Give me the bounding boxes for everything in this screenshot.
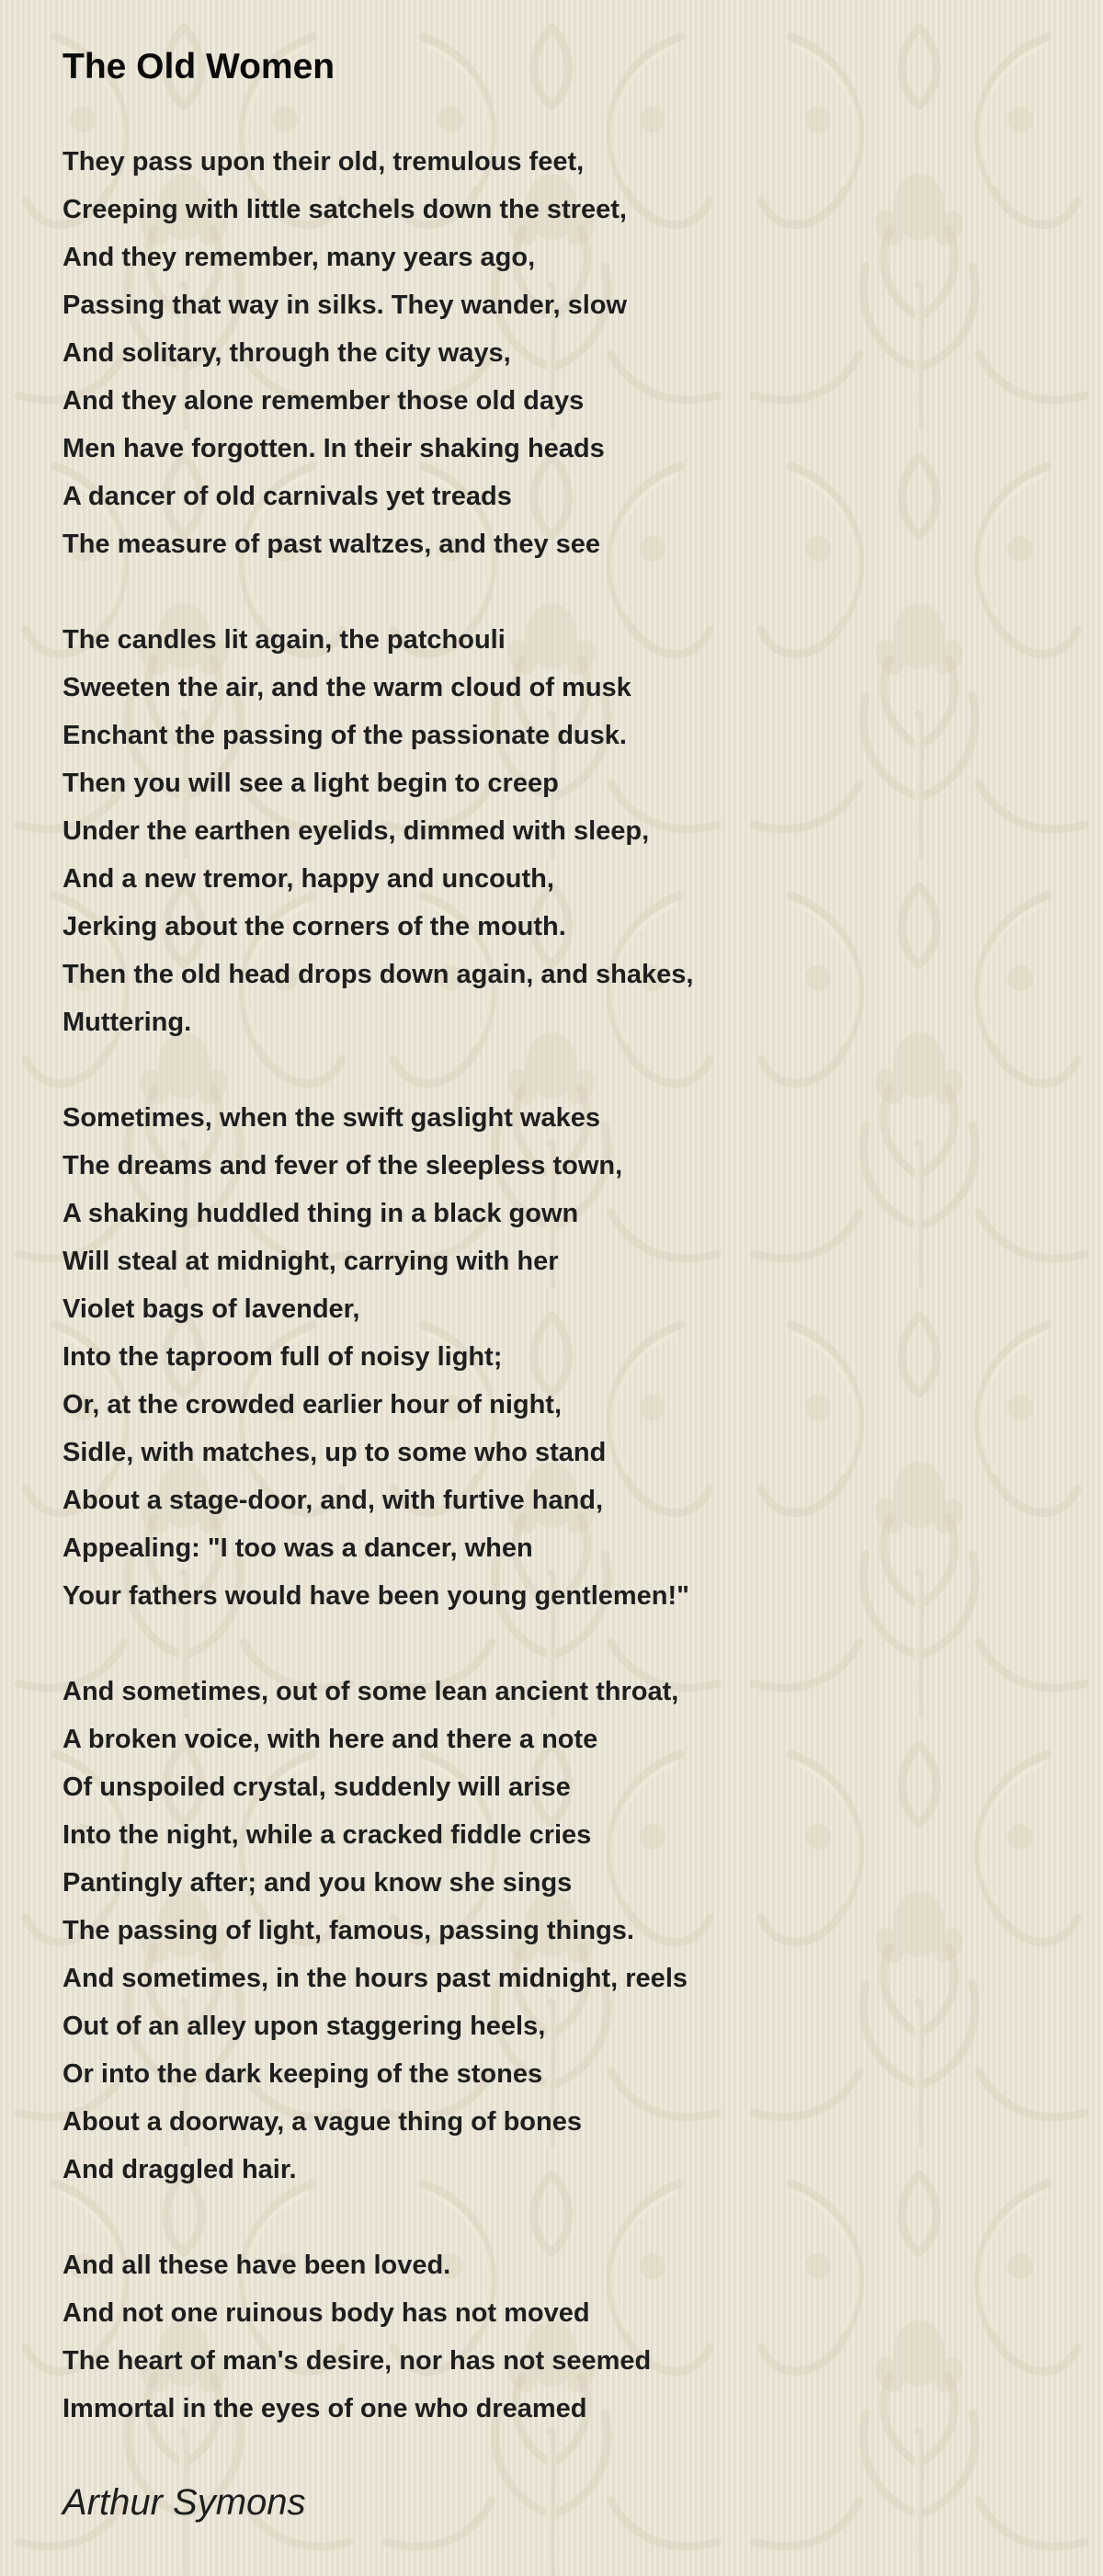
poem-line: A broken voice, with here and there a note: [63, 1725, 598, 1754]
poem-line: The dreams and fever of the sleepless town,: [63, 1151, 623, 1180]
poem-line: The candles lit again, the patchouli: [63, 625, 506, 655]
poem-line: About a stage-door, and, with furtive hand,: [63, 1486, 604, 1515]
poem-line: Appealing: "I too was a dancer, when: [63, 1533, 533, 1563]
poem-line: Sometimes, when the swift gaslight wakes: [63, 1103, 600, 1133]
poem-line: Passing that way in silks. They wander, slow: [63, 291, 628, 320]
poem-line: Your fathers would have been young gentlemen!": [63, 1581, 689, 1611]
poem-line: Will steal at midnight, carrying with her: [63, 1247, 559, 1276]
poem-line: Jerking about the corners of the mouth.: [63, 912, 566, 941]
poem-line: And sometimes, out of some lean ancient throat,: [63, 1677, 679, 1706]
poem-line: Then you will see a light begin to creep: [63, 769, 559, 798]
poem-body: [63, 138, 1066, 2433]
poem-line: And not one ruinous body has not moved: [63, 2298, 590, 2328]
poem-line: Or, at the crowded earlier hour of night,: [63, 1390, 563, 1419]
poem-line: Into the taproom full of noisy light;: [63, 1342, 503, 1372]
poem-line: Sidle, with matches, up to some who stand: [63, 1438, 607, 1467]
poem-line: And they remember, many years ago,: [63, 243, 536, 272]
poem-line: And all these have been loved.: [63, 2251, 451, 2280]
poem-line: And solitary, through the city ways,: [63, 338, 511, 368]
poem-line: A shaking huddled thing in a black gown: [63, 1199, 579, 1228]
stanza-2: [63, 616, 1066, 1046]
poem-line: The measure of past waltzes, and they see: [63, 530, 601, 559]
poem-line: Enchant the passing of the passionate dusk.: [63, 721, 627, 750]
poem-line: Muttering.: [63, 1008, 192, 1037]
poem-author: Arthur Symons: [63, 2482, 306, 2523]
poem-line: Pantingly after; and you know she sings: [63, 1868, 573, 1898]
poem-line: Violet bags of lavender,: [63, 1294, 360, 1324]
poem-line: Immortal in the eyes of one who dreamed: [63, 2394, 587, 2423]
poem-line: Then the old head drops down again, and shakes,: [63, 960, 694, 989]
poem-line: Under the earthen eyelids, dimmed with sleep,: [63, 816, 650, 846]
poem-line: Sweeten the air, and the warm cloud of musk: [63, 673, 631, 702]
stanza-5: [63, 2241, 1066, 2433]
poem-line: Into the night, while a cracked fiddle cries: [63, 1820, 592, 1850]
stanza-3: [63, 1094, 1066, 1620]
poem-line: A dancer of old carnivals yet treads: [63, 482, 512, 511]
poem-line: And draggled hair.: [63, 2155, 297, 2184]
stanza-1: [63, 138, 1066, 568]
poem-title: The Old Women: [63, 47, 335, 86]
poem-line: The passing of light, famous, passing things.: [63, 1916, 634, 1945]
poem-line: And a new tremor, happy and uncouth,: [63, 864, 554, 894]
poem-line: And they alone remember those old days: [63, 386, 585, 416]
poem-line: Out of an alley upon staggering heels,: [63, 2012, 546, 2041]
poem-line: Or into the dark keeping of the stones: [63, 2059, 543, 2089]
poem-line: Men have forgotten. In their shaking heads: [63, 434, 605, 463]
poem-line: They pass upon their old, tremulous feet,: [63, 147, 585, 177]
poem-line: The heart of man's desire, nor has not seemed: [63, 2346, 652, 2376]
poem-line: Creeping with little satchels down the street,: [63, 195, 627, 224]
poem-line: Of unspoiled crystal, suddenly will arise: [63, 1772, 571, 1802]
poem-line: About a doorway, a vague thing of bones: [63, 2107, 582, 2137]
stanza-4: [63, 1668, 1066, 2194]
poem-line: And sometimes, in the hours past midnight, reels: [63, 1964, 688, 1993]
